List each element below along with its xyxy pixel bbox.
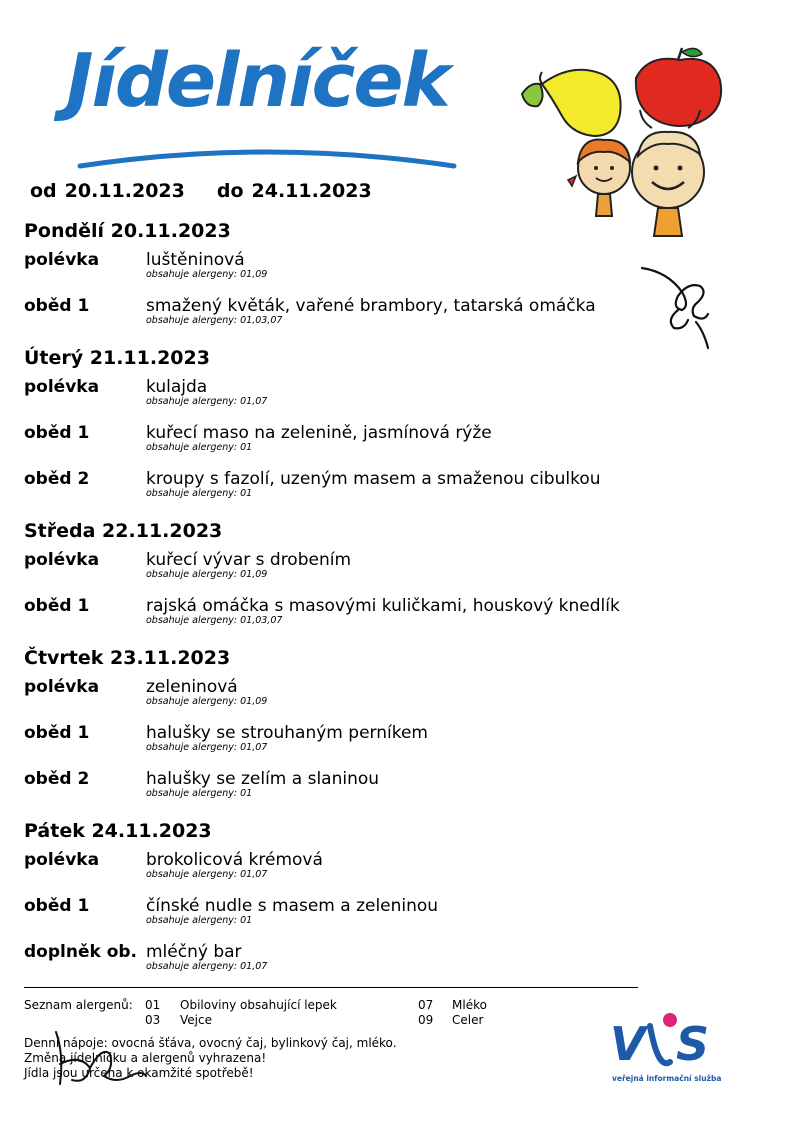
from-label: od — [30, 180, 57, 202]
to-label: do — [216, 180, 244, 202]
meal-allergens: obsahuje alergeny: 01 — [146, 788, 253, 799]
meal-label: polévka — [24, 677, 100, 697]
footer-divider — [24, 987, 638, 988]
meal-label: oběd 2 — [24, 769, 90, 789]
meal-allergens: obsahuje alergeny: 01,09 — [146, 269, 268, 280]
note-consumption: Jídla jsou určena k okamžité spotřebě! — [24, 1066, 254, 1080]
meal-label: oběd 1 — [24, 296, 90, 316]
kids-with-fruit-illustration — [512, 44, 732, 244]
signature-mark — [50, 1024, 150, 1094]
to-date: 24.11.2023 — [251, 180, 372, 202]
meal-dish: zeleninová — [146, 677, 238, 697]
meal-label: doplněk ob. — [24, 942, 138, 962]
day-title: Úterý 21.11.2023 — [24, 347, 210, 369]
meal-allergens: obsahuje alergeny: 01 — [146, 488, 253, 499]
meal-dish: kuřecí maso na zelenině, jasmínová rýže — [146, 423, 492, 443]
vis-logo — [608, 1010, 728, 1090]
allergen-code: 09 — [418, 1013, 434, 1027]
svg-text:V: V — [610, 1017, 646, 1071]
meal-allergens: obsahuje alergeny: 01,09 — [146, 696, 268, 707]
meal-label: polévka — [24, 550, 100, 570]
meal-dish: kroupy s fazolí, uzeným masem a smaženou cibulkou — [146, 469, 601, 489]
meal-allergens: obsahuje alergeny: 01,03,07 — [146, 315, 283, 326]
meal-dish: kulajda — [146, 377, 208, 397]
menu-title-text: Jídelníček — [66, 38, 449, 124]
allergen-code: 03 — [145, 1013, 161, 1027]
day-title: Pondělí 20.11.2023 — [24, 220, 231, 242]
meal-dish: smažený květák, vařené brambory, tatarská omáčka — [146, 296, 596, 316]
meal-allergens: obsahuje alergeny: 01,07 — [146, 396, 268, 407]
allergen-code: 01 — [145, 998, 161, 1012]
meal-allergens: obsahuje alergeny: 01,09 — [146, 569, 268, 580]
from-date: 20.11.2023 — [64, 180, 185, 202]
meal-label: oběd 1 — [24, 423, 90, 443]
meal-label: oběd 1 — [24, 723, 90, 743]
meal-label: oběd 2 — [24, 469, 90, 489]
day-title: Pátek 24.11.2023 — [24, 820, 212, 842]
note-changes: Změna jídelníčku a alergenů vyhrazena! — [24, 1051, 267, 1065]
allergen-list-heading: Seznam alergenů: — [24, 998, 133, 1012]
allergen-name: Obiloviny obsahující lepek — [180, 998, 337, 1012]
meal-allergens: obsahuje alergeny: 01,03,07 — [146, 615, 283, 626]
vis-tagline: veřejná informační služba — [612, 1074, 722, 1083]
meal-dish: halušky se strouhaným perníkem — [146, 723, 428, 743]
vis-logo-mark — [608, 1010, 728, 1074]
meal-label: polévka — [24, 850, 100, 870]
meal-dish: kuřecí vývar s drobením — [146, 550, 352, 570]
menu-title — [66, 38, 466, 178]
title-underline-swoosh — [66, 38, 466, 178]
menu-period — [30, 180, 380, 202]
day-title: Čtvrtek 23.11.2023 — [24, 647, 231, 669]
allergen-name: Mléko — [452, 998, 487, 1012]
note-drinks: Denní nápoje: ovocná šťáva, ovocný čaj, bylinkový čaj, mléko. — [24, 1036, 397, 1050]
meal-allergens: obsahuje alergeny: 01,07 — [146, 869, 268, 880]
meal-allergens: obsahuje alergeny: 01,07 — [146, 961, 268, 972]
meal-dish: mléčný bar — [146, 942, 242, 962]
allergen-name: Vejce — [180, 1013, 212, 1027]
allergen-code: 07 — [418, 998, 434, 1012]
meal-dish: brokolicová krémová — [146, 850, 323, 870]
meal-dish: rajská omáčka s masovými kuličkami, houskový knedlík — [146, 596, 620, 616]
meal-label: oběd 1 — [24, 596, 90, 616]
meal-label: oběd 1 — [24, 896, 90, 916]
svg-text:S: S — [676, 1017, 710, 1071]
meal-dish: halušky se zelím a slaninou — [146, 769, 380, 789]
meal-dish: čínské nudle s masem a zeleninou — [146, 896, 439, 916]
meal-allergens: obsahuje alergeny: 01,07 — [146, 742, 268, 753]
meal-dish: luštěninová — [146, 250, 245, 270]
signature-mark — [638, 262, 718, 354]
allergen-name: Celer — [452, 1013, 484, 1027]
meal-label: polévka — [24, 250, 100, 270]
meal-label: polévka — [24, 377, 100, 397]
meal-allergens: obsahuje alergeny: 01 — [146, 442, 253, 453]
meal-allergens: obsahuje alergeny: 01 — [146, 915, 253, 926]
day-title: Středa 22.11.2023 — [24, 520, 223, 542]
